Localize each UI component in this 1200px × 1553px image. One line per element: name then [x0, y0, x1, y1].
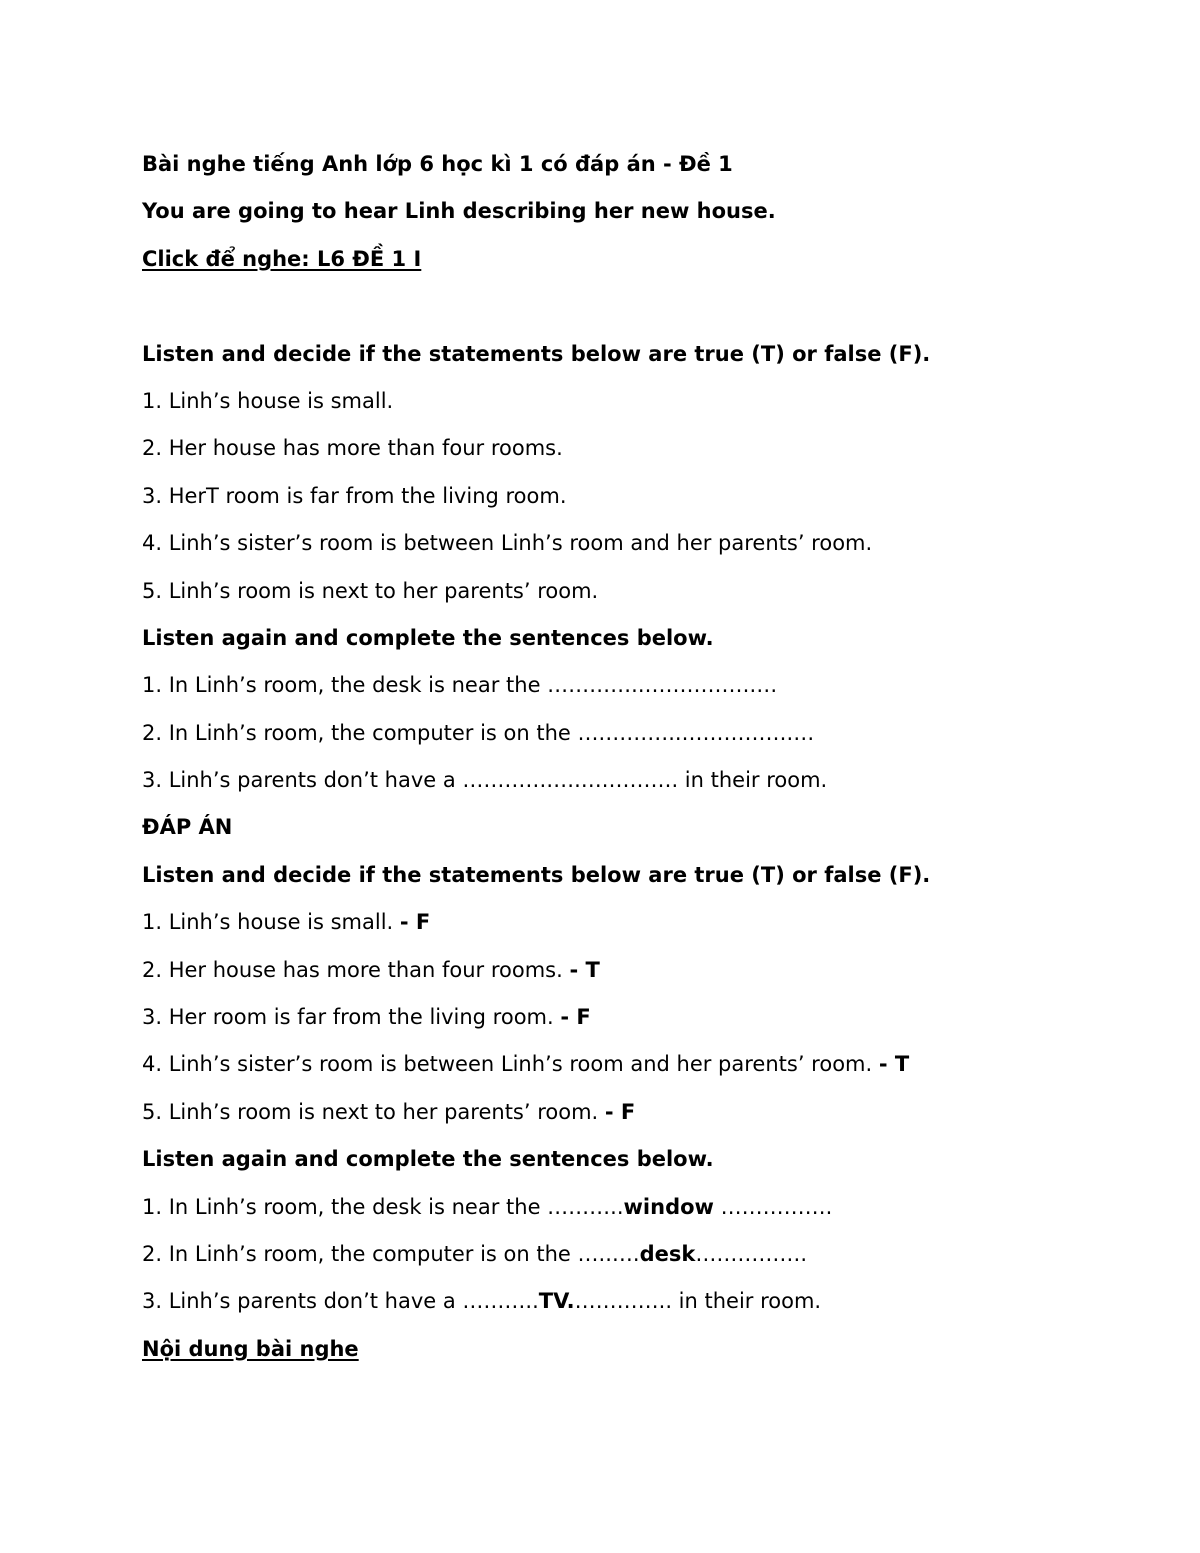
section1-heading: Listen and decide if the statements below are true (T) or false (F).: [142, 341, 931, 366]
statement-item: 3. HerT room is far from the living room.: [142, 483, 567, 508]
answer-statement-item: [142, 899, 1142, 946]
statement-item: 2. Her house has more than four rooms.: [142, 436, 563, 461]
statement-item: 1. Linh’s house is small.: [142, 388, 394, 413]
section2-heading: Listen again and complete the sentences below.: [142, 625, 714, 650]
completion-before: 3. Linh’s parents don’t have a ………..: [142, 1289, 539, 1314]
intro-text: You are going to hear Linh describing her new house.: [142, 199, 776, 224]
statement-answer: - F: [604, 1099, 636, 1124]
completion-answer: window: [623, 1194, 714, 1219]
answer-completion-item: [142, 1278, 1142, 1325]
document-title: Bài nghe tiếng Anh lớp 6 học kì 1 có đáp án - Đề 1: [142, 152, 733, 176]
answers-heading: ĐÁP ÁN: [142, 815, 233, 840]
completion-item: 3. Linh’s parents don’t have a ………….….….………. in their room.: [142, 768, 828, 793]
statement-text: 5. Linh’s room is next to her parents’ room.: [142, 1099, 605, 1124]
transcript-heading: Nội dung bài nghe: [142, 1336, 359, 1361]
statement-item: 5. Linh’s room is next to her parents’ room.: [142, 578, 599, 603]
completion-item: 1. In Linh’s room, the desk is near the …………..…………….…: [142, 673, 778, 698]
statement-text: 2. Her house has more than four rooms.: [142, 957, 570, 982]
statement-text: 4. Linh’s sister’s room is between Linh’s room and her parents’ room.: [142, 1052, 879, 1077]
listen-link[interactable]: Click để nghe: L6 ĐỀ 1 I: [142, 246, 422, 271]
completion-after: …………….: [695, 1241, 807, 1266]
answer-statement-item: [142, 994, 1142, 1041]
statement-item: 4. Linh’s sister’s room is between Linh’s room and her parents’ room.: [142, 531, 873, 556]
answer-statement-item: [142, 1089, 1142, 1136]
completion-before: 1. In Linh’s room, the desk is near the ………..: [142, 1194, 624, 1219]
answer-statement-item: [142, 1041, 1142, 1088]
statement-text: 3. Her room is far from the living room.: [142, 1005, 561, 1030]
statement-answer: - F: [560, 1005, 591, 1030]
document-page: [142, 141, 1142, 1373]
statement-answer: - F: [399, 910, 431, 935]
answer-completion-item: [142, 1184, 1142, 1231]
completion-answer: TV.: [538, 1289, 575, 1314]
answers-section1-heading: Listen and decide if the statements below are true (T) or false (F).: [142, 862, 931, 887]
completion-after: …………….: [713, 1194, 833, 1219]
answers-section2-heading: Listen again and complete the sentences below.: [142, 1147, 714, 1172]
statement-answer: - T: [569, 957, 600, 982]
completion-after: ………….. in their room.: [574, 1289, 822, 1314]
answer-completion-item: [142, 1231, 1142, 1278]
statement-answer: - T: [878, 1052, 910, 1077]
completion-item: 2. In Linh’s room, the computer is on the ….………..…………….…: [142, 720, 815, 745]
statement-text: 1. Linh’s house is small.: [142, 910, 400, 935]
spacer: [142, 283, 1142, 330]
completion-before: 2. In Linh’s room, the computer is on the …..….: [142, 1241, 640, 1266]
completion-answer: desk: [639, 1241, 696, 1266]
answer-statement-item: [142, 947, 1142, 994]
